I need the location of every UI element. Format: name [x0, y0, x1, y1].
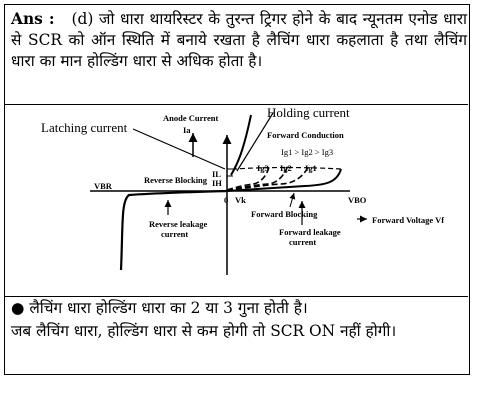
forward-conduction-curve	[231, 115, 251, 175]
reverse-leakage-label-1: Reverse leakage	[149, 219, 208, 229]
vbr-label: VBR	[94, 181, 112, 191]
answer-paragraph	[11, 9, 467, 72]
note-line-1: लैचिंग धारा होल्डिंग धारा का 2 या 3 गुना होती है।	[29, 299, 308, 317]
ig2-label: Ig2	[280, 163, 292, 173]
reverse-blocking-label: Reverse Blocking	[144, 175, 208, 185]
vk-label: Vk	[235, 195, 246, 205]
ig1-label: Ig1	[305, 163, 317, 173]
ih-label: IH	[212, 178, 222, 188]
forward-leakage-label-1: Forward leakage	[279, 227, 341, 237]
forward-blocking-arrow	[290, 193, 294, 207]
note-line-2: जब लैचिंग धारा, होल्डिंग धारा से कम होगी तो SCR ON नहीं होगी।	[11, 322, 397, 340]
origin-label: 0	[224, 195, 229, 205]
bullet-icon: ●	[11, 299, 25, 317]
vi-characteristic-diagram	[5, 105, 468, 295]
forward-voltage-label: Forward Voltage Vf	[372, 215, 445, 225]
vbo-label: VBO	[348, 195, 367, 205]
ig3-label: Ig3	[257, 163, 269, 173]
forward-blocking-label: Forward Blocking	[251, 209, 318, 219]
note-paragraph	[11, 297, 467, 343]
ig-relation-label: Ig1 > Ig2 > Ig3	[281, 147, 334, 157]
scr-characteristic-figure	[5, 104, 468, 297]
forward-leakage-label-2: current	[289, 237, 317, 247]
forward-conduction-label: Forward Conduction	[267, 130, 344, 140]
latching-current-label: Latching current	[41, 120, 128, 135]
answer-text: (d) जो धारा थायरिस्टर के तुरन्त ट्रिगर होने के बाद न्यूनतम एनोड धारा से SCR को ऑन स्थिति में बनाये रखता है लैचिंग धारा कहलाता है तथा लैचिंग धारा का मान होल्डिंग धारा से अधिक होता है।	[11, 10, 467, 70]
latching-pointer	[133, 129, 225, 169]
reverse-leakage-label-2: current	[161, 229, 189, 239]
il-label: IL	[212, 169, 221, 179]
anode-current-label: Anode Current	[163, 113, 219, 123]
answer-card	[4, 4, 470, 375]
holding-current-label: Holding current	[267, 105, 350, 120]
ia-label: Ia	[183, 125, 191, 135]
answer-label: Ans :	[11, 10, 55, 28]
